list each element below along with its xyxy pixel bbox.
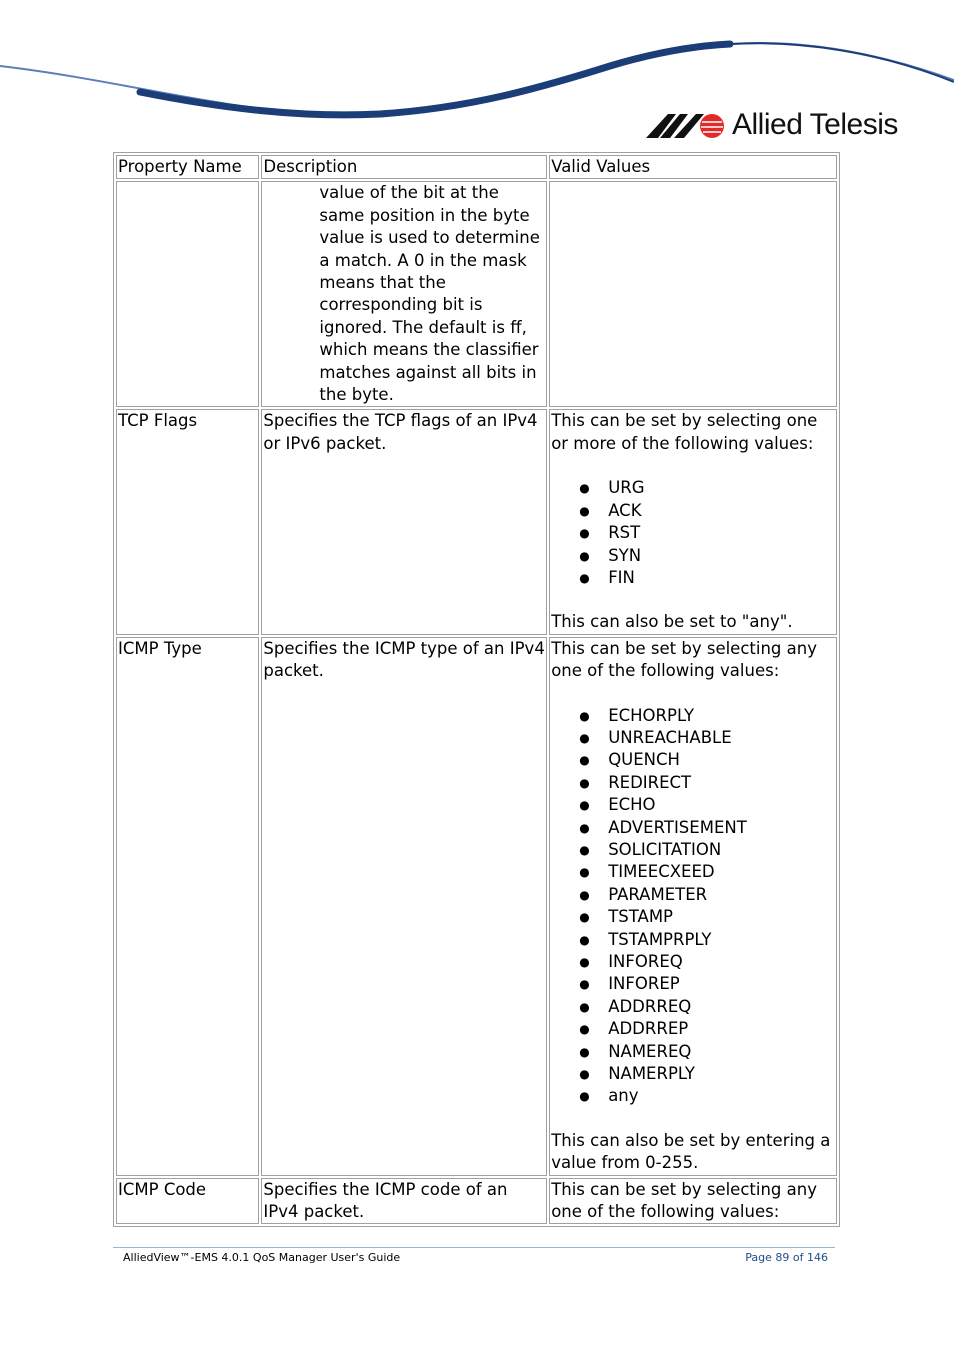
property-name-cell: TCP Flags (116, 409, 259, 634)
table-header-row (116, 155, 837, 179)
description-cell (261, 181, 547, 407)
footer-divider (113, 1247, 835, 1248)
list-item: ● ECHO (579, 795, 656, 815)
list-item: ● any (579, 1086, 639, 1106)
footer-page-number: Page 89 of 146 (745, 1251, 828, 1264)
values-intro: This can be set by selecting any one of the following values: (551, 638, 817, 681)
list-item: ● TSTAMP (579, 907, 674, 927)
allied-telesis-logo-mark-icon (646, 108, 728, 142)
footer-doc-title: AlliedView™-EMS 4.0.1 QoS Manager User's Guide (123, 1251, 401, 1264)
column-header-valid-values: Valid Values (549, 155, 837, 179)
allied-telesis-logo (646, 108, 898, 142)
list-item: ● INFOREP (579, 974, 680, 994)
property-table (113, 152, 840, 1227)
list-item: ● SOLICITATION (579, 839, 722, 859)
column-header-description: Description (261, 155, 547, 179)
list-item: ● ADDRREQ (579, 996, 692, 1016)
table-row-icmp-type (116, 637, 837, 1176)
list-item: ● FIN (579, 567, 635, 587)
list-item: ● ECHORPLY (579, 705, 695, 725)
description-cell: Specifies the TCP flags of an IPv4 or IPv6 packet. (261, 409, 547, 634)
logo-text: Allied Telesis (732, 108, 898, 141)
list-item: ● UNREACHABLE (579, 727, 732, 747)
list-item: ● NAMEREQ (579, 1041, 692, 1061)
values-outro: This can also be set to "any". (551, 612, 793, 632)
table-row-tcp-flags (116, 409, 837, 634)
values-intro: This can be set by selecting one or more of the following values: (551, 411, 818, 453)
values-list (551, 477, 836, 589)
list-item: ● ACK (579, 500, 642, 520)
list-item: ● QUENCH (579, 750, 680, 770)
list-item: ● ADVERTISEMENT (579, 817, 747, 837)
description-cell: Specifies the ICMP code of an IPv4 packet. (261, 1178, 547, 1225)
list-item: ● INFOREQ (579, 952, 683, 971)
values-intro: This can be set by selecting any one of the following values: (551, 1179, 817, 1222)
values-list (551, 705, 836, 1108)
valid-values-cell (549, 181, 837, 407)
list-item: ● SYN (579, 545, 642, 565)
property-name-cell: ICMP Type (116, 637, 259, 1176)
table-row-icmp-code (116, 1178, 837, 1225)
list-item: ● NAMERPLY (579, 1064, 695, 1084)
list-item: ● REDIRECT (579, 772, 692, 792)
list-item: ● PARAMETER (579, 884, 708, 904)
description-cell: Specifies the ICMP type of an IPv4 packet. (261, 637, 547, 1176)
list-item: ● URG (579, 478, 645, 498)
table-row-continuation (116, 181, 837, 407)
description-text: value of the bit at the same position in the byte value is used to determine a match. A 0 in the mask means that the corresponding bit is ignored. The default is ff, which means the classifier matches against all bits in the byte. (319, 183, 540, 405)
property-name-cell: ICMP Code (116, 1178, 259, 1225)
property-name-cell (116, 181, 259, 407)
list-item: ● TSTAMPRPLY (579, 929, 712, 949)
list-item: ● RST (579, 523, 641, 543)
column-header-property-name: Property Name (116, 155, 259, 179)
values-outro: This can also be set by entering a value from 0-255. (551, 1130, 831, 1173)
valid-values-cell (549, 637, 837, 1176)
valid-values-cell (549, 409, 837, 634)
list-item: ● TIMEECXEED (579, 862, 715, 882)
valid-values-cell (549, 1178, 837, 1225)
list-item: ● ADDRREP (579, 1019, 689, 1039)
